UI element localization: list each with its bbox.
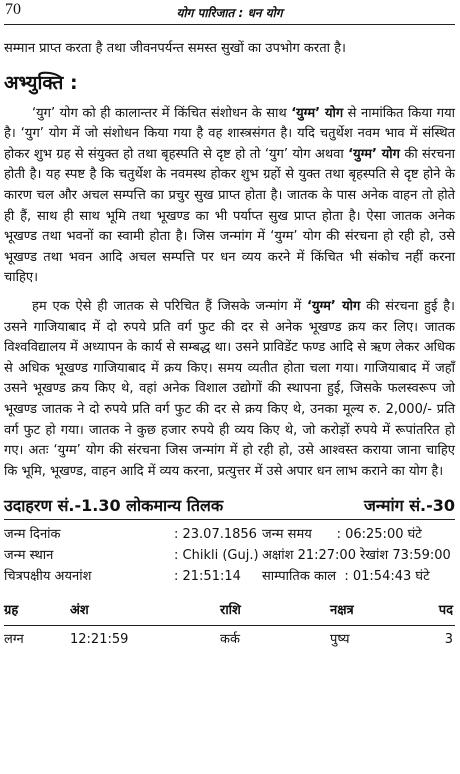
para1-bold-term-2: ‘युग्म’ योग <box>348 146 400 162</box>
birth-details <box>4 524 455 587</box>
running-title: योग पारिजात : धन योग <box>176 6 283 20</box>
cell-rashi: कर्क <box>220 632 240 648</box>
column-header-rashi: राशि <box>220 603 241 619</box>
para1-text-1: ‘युग’ योग को ही कालान्तर में किंचित संशोधन के साथ <box>32 105 292 121</box>
table-row <box>4 625 455 650</box>
birth-place-label: जन्म स्थान <box>4 548 54 564</box>
page-header <box>4 0 455 25</box>
para2-text-2: की संरचना हुई है। उसने गाजियाबाद में दो रुपये प्रति वर्ग फुट की दर से अनेक भूखण्ड क्रय कर लिए। जातक विश्वविद्यालय में अध्यापन के कार्य से सम्बद्ध था। उसने प्राविडेंट फण्ड आदि से ऋण लेकर अधिक से अधिक भूखण्ड गाजियाबाद में क्रय किए। समय व्यतीत होता चला गया। गाजियाबाद में जहाँ उसने भूखण्ड क्रय किए थे, वहां अनेक विशाल उद्योगों की स्थापना हुई, जिसके फलस्वरूप जो भूखण्ड जातक ने दो रुपये प्रति वर्ग फुट की दर से क्रय किए थे, उनका मूल्य रु. 2,000/- प्रति वर्ग फुट हो गया। जातक ने कुछ हजार रुपये ही व्यय किए थे, जो करोड़ों रुपये में रूपांतरित हो गए। अतः ‘युग्म’ योग की संरचना जिस जन्मांग में हो रही हो, उसे आश्वस्त कराया जाना चाहिए कि भूमि, भूखण्ड, वाहन आदि में व्यय करना, प्रत्युत्तर में उसे अपार धन लाभ कराने का योग है। <box>4 298 455 479</box>
para1-text-3: की संरचना होती है। यह स्पष्ट है कि चतुर्थेश के नवमस्थ होकर शुभ ग्रहों से युक्त तथा बृहस्पति से दृष्ट होने के कारण चल और अचल सम्पत्ति का प्रचुर सुख प्राप्त होता है। जातक के पास अनेक वाहन तो होते ही हैं, साथ ही साथ भूमि तथा भूखण्ड का भी पर्याप्त सुख प्राप्त होता है। ऐसा जातक अनेक भूखण्ड तथा भवनों का स्वामी होता है। जिस जन्मांग में ‘युग्म’ योग की संरचना हो रही हो, उसे भूखण्ड तथा भवन आदि अचल सम्पत्ति पर धन व्यय करने में किंचित भी संकोच नहीं करना चाहिए। <box>4 146 455 286</box>
column-header-nakshatra: नक्षत्र <box>330 603 354 619</box>
paragraph-2 <box>4 297 455 482</box>
cell-graha: लग्न <box>4 632 24 648</box>
para2-text-1: हम एक ऐसे ही जातक से परिचित हैं जिसके जन्मांग में <box>32 298 308 314</box>
para1-bold-term-1: ‘युग्म’ योग <box>291 105 344 121</box>
column-header-graha: ग्रह <box>4 603 19 619</box>
birth-place-value: : Chikli (Guj.) <box>174 548 259 564</box>
chart-number: जन्मांग सं.-30 <box>363 496 455 516</box>
para1-text-2: से नामांकित किया गया है। ‘युग’ योग में जो संशोधन किया गया है वह शास्त्रसंगत है। यदि चतुर्थेश नवम भाव में संस्थित होकर शुभ ग्रह से संयुक्त हो तथा बृहस्पति से दृष्ट हो तो ‘युग’ योग अथवा <box>4 105 455 162</box>
column-header-pada: पद <box>438 603 453 619</box>
example-title: उदाहरण सं.-1.30 लोकमान्य तिलक <box>4 496 224 516</box>
sidereal-time: साम्पातिक काल : 01:54:43 घंटे <box>262 569 430 585</box>
paragraph-1 <box>4 104 455 289</box>
birth-row <box>4 524 455 545</box>
birth-date-value: : 23.07.1856 <box>174 527 257 543</box>
ayanamsha-value: : 21:51:14 <box>174 569 241 585</box>
example-heading <box>4 494 455 520</box>
para2-bold-term-1: ‘युग्म’ योग <box>307 298 361 314</box>
birth-row <box>4 566 455 587</box>
birth-row <box>4 545 455 566</box>
cell-nakshatra: पुष्य <box>330 632 350 648</box>
column-header-degree: अंश <box>70 603 89 619</box>
latitude-longitude: अक्षांश 21:27:00 रेखांश 73:59:00 <box>262 548 451 564</box>
intro-line: सम्मान प्राप्त करता है तथा जीवनपर्यन्त समस्त सुखों का उपभोग करता है। <box>4 41 346 56</box>
birth-time: जन्म समय : 06:25:00 घंटे <box>262 527 422 543</box>
cell-degree: 12:21:59 <box>70 632 129 648</box>
birth-date-label: जन्म दिनांक <box>4 527 61 543</box>
cell-pada: 3 <box>444 632 453 648</box>
ayanamsha-label: चित्रपक्षीय अयनांश <box>4 569 92 585</box>
graha-table-header <box>4 601 455 621</box>
page-number: 70 <box>5 1 21 18</box>
section-heading: अभ्युक्ति : <box>4 71 78 94</box>
